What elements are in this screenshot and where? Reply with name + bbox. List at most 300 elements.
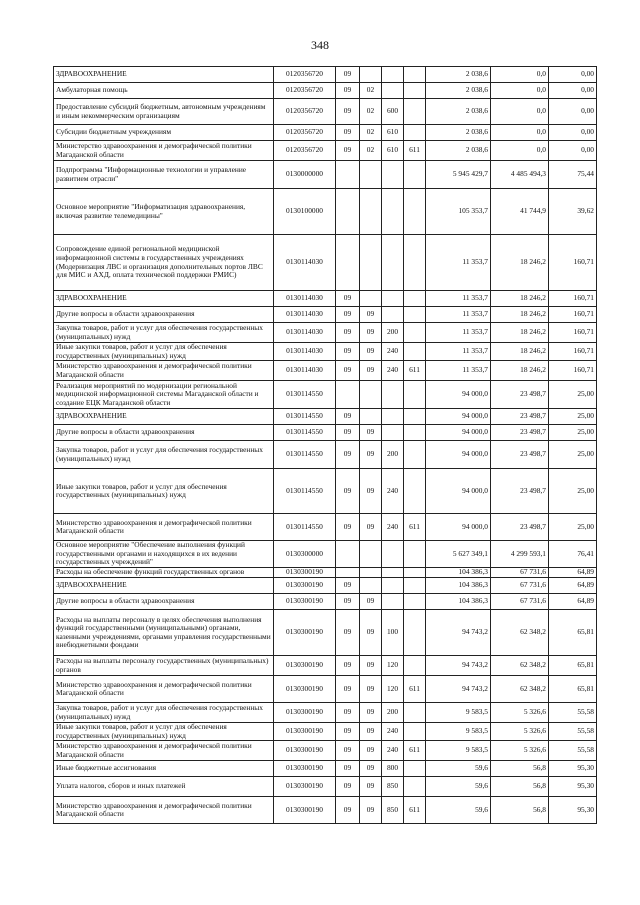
cell-v2: 56,8 — [491, 761, 549, 777]
cell-code: 0130300000 — [274, 541, 336, 568]
cell-v2: 5 326,6 — [491, 703, 549, 723]
cell-org — [404, 83, 426, 99]
cell-code: 0130114550 — [274, 381, 336, 409]
cell-sec: 09 — [336, 469, 360, 514]
cell-org — [404, 594, 426, 610]
cell-typ: 240 — [382, 361, 404, 381]
cell-code: 0130114550 — [274, 514, 336, 541]
cell-sec — [336, 381, 360, 409]
cell-org — [404, 291, 426, 307]
cell-name: Амбулаторная помощь — [54, 83, 274, 99]
table-row — [54, 361, 597, 381]
cell-pct: 160,71 — [549, 343, 597, 361]
cell-code: 0130114030 — [274, 235, 336, 291]
cell-name: Министерство здравоохранения и демографической политики Магаданской области — [54, 676, 274, 703]
cell-name: Подпрограмма "Информационные технологии и управление развитием отрасли" — [54, 161, 274, 189]
cell-name: Другие вопросы в области здравоохранения — [54, 594, 274, 610]
cell-v1: 2 038,6 — [426, 67, 491, 83]
cell-v1: 11 353,7 — [426, 291, 491, 307]
cell-pct: 0,00 — [549, 99, 597, 125]
cell-v2: 0,0 — [491, 125, 549, 141]
cell-typ — [382, 541, 404, 568]
cell-pct: 0,00 — [549, 67, 597, 83]
cell-code: 0120356720 — [274, 99, 336, 125]
cell-typ: 120 — [382, 656, 404, 676]
cell-code: 0130114030 — [274, 361, 336, 381]
cell-code: 0120356720 — [274, 67, 336, 83]
cell-sec: 09 — [336, 656, 360, 676]
cell-sec — [336, 568, 360, 578]
cell-name: Закупка товаров, работ и услуг для обеспечения государственных (муниципальных) нужд — [54, 703, 274, 723]
cell-code: 0130114030 — [274, 343, 336, 361]
cell-sub: 09 — [360, 777, 382, 797]
cell-v1: 11 353,7 — [426, 361, 491, 381]
cell-sec: 09 — [336, 291, 360, 307]
cell-sec: 09 — [336, 323, 360, 343]
cell-v2: 0,0 — [491, 99, 549, 125]
cell-v1: 11 353,7 — [426, 235, 491, 291]
cell-v2: 18 246,2 — [491, 343, 549, 361]
cell-code: 0130300190 — [274, 797, 336, 824]
cell-typ — [382, 578, 404, 594]
cell-sub — [360, 381, 382, 409]
table-body — [54, 67, 597, 824]
table-row — [54, 67, 597, 83]
cell-pct: 25,00 — [549, 409, 597, 425]
cell-name: Министерство здравоохранения и демографической политики Магаданской области — [54, 741, 274, 761]
cell-code: 0130300190 — [274, 578, 336, 594]
cell-sub — [360, 568, 382, 578]
cell-name: Иные бюджетные ассигнования — [54, 761, 274, 777]
cell-v2: 23 498,7 — [491, 409, 549, 425]
table-row — [54, 741, 597, 761]
cell-code: 0130300190 — [274, 703, 336, 723]
cell-sub — [360, 578, 382, 594]
cell-v2: 23 498,7 — [491, 514, 549, 541]
cell-v1: 2 038,6 — [426, 99, 491, 125]
cell-name: Министерство здравоохранения и демографической политики Магаданской области — [54, 361, 274, 381]
cell-pct: 55,58 — [549, 723, 597, 741]
cell-sec: 09 — [336, 141, 360, 161]
cell-sec: 09 — [336, 83, 360, 99]
cell-v2: 0,0 — [491, 67, 549, 83]
table-row — [54, 797, 597, 824]
cell-typ — [382, 568, 404, 578]
table-row — [54, 189, 597, 235]
cell-code: 0130114030 — [274, 291, 336, 307]
cell-typ: 240 — [382, 741, 404, 761]
cell-org — [404, 568, 426, 578]
cell-typ: 200 — [382, 703, 404, 723]
cell-v2: 67 731,6 — [491, 568, 549, 578]
cell-org — [404, 656, 426, 676]
cell-code: 0130114550 — [274, 469, 336, 514]
cell-typ — [382, 161, 404, 189]
cell-pct: 75,44 — [549, 161, 597, 189]
cell-typ — [382, 291, 404, 307]
cell-org — [404, 578, 426, 594]
cell-v2: 67 731,6 — [491, 578, 549, 594]
cell-v2: 23 498,7 — [491, 425, 549, 441]
cell-name: ЗДРАВООХРАНЕНИЕ — [54, 291, 274, 307]
cell-typ — [382, 307, 404, 323]
cell-v1: 9 583,5 — [426, 703, 491, 723]
cell-sec: 09 — [336, 761, 360, 777]
cell-sub: 09 — [360, 361, 382, 381]
cell-sec — [336, 235, 360, 291]
cell-v1: 94 743,2 — [426, 656, 491, 676]
cell-typ: 600 — [382, 99, 404, 125]
cell-name: Реализация мероприятий по модернизации региональной медицинской информационной системы Магаданской области и создание ЕЦК Магаданской области — [54, 381, 274, 409]
cell-v1: 11 353,7 — [426, 307, 491, 323]
cell-org — [404, 161, 426, 189]
cell-sub: 09 — [360, 703, 382, 723]
cell-pct: 55,58 — [549, 703, 597, 723]
cell-org — [404, 541, 426, 568]
cell-pct: 160,71 — [549, 235, 597, 291]
cell-name: Иные закупки товаров, работ и услуг для обеспечения государственных (муниципальных) нужд — [54, 469, 274, 514]
table-row — [54, 99, 597, 125]
cell-org: 611 — [404, 141, 426, 161]
cell-sub: 09 — [360, 741, 382, 761]
table-row — [54, 723, 597, 741]
cell-v2: 62 348,2 — [491, 656, 549, 676]
cell-v1: 59,6 — [426, 797, 491, 824]
cell-code: 0130300190 — [274, 656, 336, 676]
cell-v1: 5 945 429,7 — [426, 161, 491, 189]
cell-sec: 09 — [336, 594, 360, 610]
cell-v2: 62 348,2 — [491, 610, 549, 656]
cell-sec: 09 — [336, 703, 360, 723]
cell-code: 0130114550 — [274, 409, 336, 425]
cell-name: Предоставление субсидий бюджетным, автономным учреждениям и иным некоммерческим организациям — [54, 99, 274, 125]
cell-pct: 160,71 — [549, 361, 597, 381]
cell-v1: 11 353,7 — [426, 343, 491, 361]
cell-name: Иные закупки товаров, работ и услуг для обеспечения государственных (муниципальных) нужд — [54, 723, 274, 741]
cell-org — [404, 125, 426, 141]
cell-typ — [382, 425, 404, 441]
table-row — [54, 235, 597, 291]
cell-name: ЗДРАВООХРАНЕНИЕ — [54, 409, 274, 425]
cell-typ: 240 — [382, 469, 404, 514]
cell-sec: 09 — [336, 307, 360, 323]
cell-code: 0130300190 — [274, 610, 336, 656]
cell-sub: 09 — [360, 656, 382, 676]
cell-org — [404, 469, 426, 514]
cell-v1: 11 353,7 — [426, 323, 491, 343]
cell-v2: 18 246,2 — [491, 323, 549, 343]
table-row — [54, 676, 597, 703]
cell-sec: 09 — [336, 99, 360, 125]
cell-sub: 09 — [360, 425, 382, 441]
cell-sub: 09 — [360, 761, 382, 777]
cell-pct: 160,71 — [549, 307, 597, 323]
cell-typ — [382, 83, 404, 99]
cell-v2: 0,0 — [491, 83, 549, 99]
table-row — [54, 409, 597, 425]
cell-org — [404, 99, 426, 125]
cell-v1: 104 386,3 — [426, 594, 491, 610]
cell-code: 0130300190 — [274, 777, 336, 797]
cell-pct: 25,00 — [549, 514, 597, 541]
cell-v2: 18 246,2 — [491, 307, 549, 323]
table-row — [54, 578, 597, 594]
cell-pct: 160,71 — [549, 323, 597, 343]
cell-name: Министерство здравоохранения и демографической политики Магаданской области — [54, 141, 274, 161]
cell-v2: 18 246,2 — [491, 291, 549, 307]
cell-typ: 610 — [382, 125, 404, 141]
table-row — [54, 425, 597, 441]
cell-typ — [382, 189, 404, 235]
cell-pct: 25,00 — [549, 469, 597, 514]
cell-sub: 09 — [360, 343, 382, 361]
table-row — [54, 307, 597, 323]
cell-typ — [382, 409, 404, 425]
cell-org: 611 — [404, 797, 426, 824]
cell-name: Уплата налогов, сборов и иных платежей — [54, 777, 274, 797]
cell-typ: 100 — [382, 610, 404, 656]
cell-v2: 41 744,9 — [491, 189, 549, 235]
cell-typ — [382, 67, 404, 83]
cell-sub: 02 — [360, 141, 382, 161]
table-row — [54, 656, 597, 676]
cell-code: 0130300190 — [274, 676, 336, 703]
cell-pct: 95,30 — [549, 777, 597, 797]
cell-org — [404, 381, 426, 409]
cell-sec: 09 — [336, 343, 360, 361]
cell-typ: 200 — [382, 441, 404, 469]
cell-name: Закупка товаров, работ и услуг для обеспечения государственных (муниципальных) нужд — [54, 323, 274, 343]
cell-sub: 02 — [360, 99, 382, 125]
cell-code: 0130114030 — [274, 307, 336, 323]
cell-v1: 59,6 — [426, 761, 491, 777]
cell-pct: 65,81 — [549, 656, 597, 676]
cell-sub — [360, 161, 382, 189]
cell-sub: 09 — [360, 323, 382, 343]
cell-org: 611 — [404, 676, 426, 703]
cell-org — [404, 235, 426, 291]
table-row — [54, 541, 597, 568]
cell-name: Министерство здравоохранения и демографической политики Магаданской области — [54, 514, 274, 541]
cell-sec — [336, 189, 360, 235]
cell-pct: 160,71 — [549, 291, 597, 307]
cell-v1: 2 038,6 — [426, 141, 491, 161]
cell-pct: 95,30 — [549, 761, 597, 777]
cell-typ: 240 — [382, 514, 404, 541]
cell-pct: 64,89 — [549, 594, 597, 610]
table-row — [54, 594, 597, 610]
table-row — [54, 141, 597, 161]
cell-v1: 104 386,3 — [426, 568, 491, 578]
cell-org — [404, 441, 426, 469]
cell-v1: 59,6 — [426, 777, 491, 797]
cell-pct: 55,58 — [549, 741, 597, 761]
cell-v1: 9 583,5 — [426, 723, 491, 741]
cell-code: 0130300190 — [274, 594, 336, 610]
cell-name: ЗДРАВООХРАНЕНИЕ — [54, 578, 274, 594]
cell-pct: 25,00 — [549, 425, 597, 441]
cell-sub: 09 — [360, 797, 382, 824]
cell-pct: 39,62 — [549, 189, 597, 235]
cell-sub — [360, 291, 382, 307]
cell-name: Другие вопросы в области здравоохранения — [54, 307, 274, 323]
cell-pct: 0,00 — [549, 141, 597, 161]
cell-typ: 240 — [382, 343, 404, 361]
table-row — [54, 761, 597, 777]
cell-sec: 09 — [336, 125, 360, 141]
cell-name: Основное мероприятие "Информатизация здравоохранения, включая развитие телемедицины" — [54, 189, 274, 235]
cell-v1: 94 743,2 — [426, 676, 491, 703]
cell-sub: 02 — [360, 125, 382, 141]
cell-org — [404, 67, 426, 83]
cell-sec: 09 — [336, 723, 360, 741]
cell-v2: 56,8 — [491, 777, 549, 797]
cell-name: Расходы на выплаты персоналу государственных (муниципальных) органов — [54, 656, 274, 676]
cell-sec: 09 — [336, 777, 360, 797]
cell-org — [404, 323, 426, 343]
cell-code: 0130114550 — [274, 425, 336, 441]
cell-name: Субсидии бюджетным учреждениям — [54, 125, 274, 141]
cell-v2: 23 498,7 — [491, 469, 549, 514]
cell-sub: 09 — [360, 676, 382, 703]
cell-v1: 104 386,3 — [426, 578, 491, 594]
cell-code: 0130300190 — [274, 761, 336, 777]
cell-org: 611 — [404, 361, 426, 381]
cell-typ: 240 — [382, 723, 404, 741]
cell-name: Основное мероприятие "Обеспечение выполнения функций государственными органами и находящихся в их ведении государственных учреждений" — [54, 541, 274, 568]
cell-sec: 09 — [336, 67, 360, 83]
cell-sub: 09 — [360, 610, 382, 656]
cell-name: Сопровождение единой региональной медицинской информационной системы в государственных учреждениях (Модернизация ЛВС и организация дополнительных портов ЛВС для МИС и АХД, оплата технической поддержки РМИС) — [54, 235, 274, 291]
cell-v2: 4 299 593,1 — [491, 541, 549, 568]
table-row — [54, 291, 597, 307]
cell-org — [404, 723, 426, 741]
cell-sub: 09 — [360, 469, 382, 514]
table-row — [54, 381, 597, 409]
cell-name: ЗДРАВООХРАНЕНИЕ — [54, 67, 274, 83]
cell-v1: 94 000,0 — [426, 381, 491, 409]
cell-code: 0130114030 — [274, 323, 336, 343]
cell-v2: 5 326,6 — [491, 723, 549, 741]
cell-sub: 02 — [360, 83, 382, 99]
cell-sec — [336, 541, 360, 568]
table-row — [54, 125, 597, 141]
cell-sub: 09 — [360, 441, 382, 469]
cell-v1: 9 583,5 — [426, 741, 491, 761]
cell-code: 0130300190 — [274, 723, 336, 741]
cell-typ — [382, 594, 404, 610]
cell-v1: 2 038,6 — [426, 125, 491, 141]
cell-sec: 09 — [336, 741, 360, 761]
cell-org — [404, 425, 426, 441]
cell-typ: 850 — [382, 777, 404, 797]
cell-code: 0130000000 — [274, 161, 336, 189]
cell-sec: 09 — [336, 514, 360, 541]
table-row — [54, 83, 597, 99]
cell-code: 0130300190 — [274, 741, 336, 761]
cell-typ: 120 — [382, 676, 404, 703]
cell-pct: 25,00 — [549, 441, 597, 469]
cell-code: 0120356720 — [274, 83, 336, 99]
cell-sec: 09 — [336, 797, 360, 824]
cell-org — [404, 409, 426, 425]
cell-code: 0130114550 — [274, 441, 336, 469]
cell-typ: 800 — [382, 761, 404, 777]
table-row — [54, 568, 597, 578]
cell-name: Расходы на обеспечение функций государственных органов — [54, 568, 274, 578]
cell-v2: 23 498,7 — [491, 441, 549, 469]
cell-v2: 23 498,7 — [491, 381, 549, 409]
cell-org — [404, 189, 426, 235]
cell-code: 0130300190 — [274, 568, 336, 578]
cell-v1: 105 353,7 — [426, 189, 491, 235]
cell-sub — [360, 409, 382, 425]
cell-pct: 64,89 — [549, 578, 597, 594]
cell-sub: 09 — [360, 594, 382, 610]
cell-typ — [382, 381, 404, 409]
cell-org: 611 — [404, 514, 426, 541]
cell-sec: 09 — [336, 441, 360, 469]
cell-name: Иные закупки товаров, работ и услуг для обеспечения государственных (муниципальных) нужд — [54, 343, 274, 361]
cell-sec: 09 — [336, 425, 360, 441]
cell-v2: 67 731,6 — [491, 594, 549, 610]
cell-v1: 94 743,2 — [426, 610, 491, 656]
budget-table — [53, 66, 597, 824]
table-row — [54, 161, 597, 189]
cell-v1: 5 627 349,1 — [426, 541, 491, 568]
cell-code: 0120356720 — [274, 141, 336, 161]
cell-v1: 94 000,0 — [426, 469, 491, 514]
cell-v2: 18 246,2 — [491, 361, 549, 381]
cell-pct: 0,00 — [549, 83, 597, 99]
table-row — [54, 469, 597, 514]
cell-org — [404, 777, 426, 797]
cell-typ: 200 — [382, 323, 404, 343]
cell-v2: 56,8 — [491, 797, 549, 824]
cell-sub — [360, 235, 382, 291]
cell-org — [404, 307, 426, 323]
cell-v1: 94 000,0 — [426, 514, 491, 541]
cell-pct: 76,41 — [549, 541, 597, 568]
cell-v2: 0,0 — [491, 141, 549, 161]
cell-org — [404, 703, 426, 723]
table-row — [54, 703, 597, 723]
cell-v2: 4 485 494,3 — [491, 161, 549, 189]
cell-name: Расходы на выплаты персоналу в целях обеспечения выполнения функций государственными (муниципальными) органами, казенными учреждениями, органами управления государственными внебюджетными фондами — [54, 610, 274, 656]
cell-sub — [360, 541, 382, 568]
cell-v1: 94 000,0 — [426, 425, 491, 441]
cell-v1: 2 038,6 — [426, 83, 491, 99]
cell-org — [404, 610, 426, 656]
cell-sub: 09 — [360, 723, 382, 741]
table-row — [54, 777, 597, 797]
cell-code: 0130100000 — [274, 189, 336, 235]
table-row — [54, 514, 597, 541]
cell-code: 0120356720 — [274, 125, 336, 141]
page-number: 348 — [311, 38, 329, 52]
cell-sec — [336, 161, 360, 189]
cell-name: Другие вопросы в области здравоохранения — [54, 425, 274, 441]
cell-org — [404, 343, 426, 361]
cell-pct: 65,81 — [549, 676, 597, 703]
cell-v1: 94 000,0 — [426, 441, 491, 469]
cell-sec: 09 — [336, 578, 360, 594]
cell-v2: 62 348,2 — [491, 676, 549, 703]
cell-pct: 95,30 — [549, 797, 597, 824]
table-row — [54, 441, 597, 469]
cell-typ — [382, 235, 404, 291]
table-row — [54, 343, 597, 361]
